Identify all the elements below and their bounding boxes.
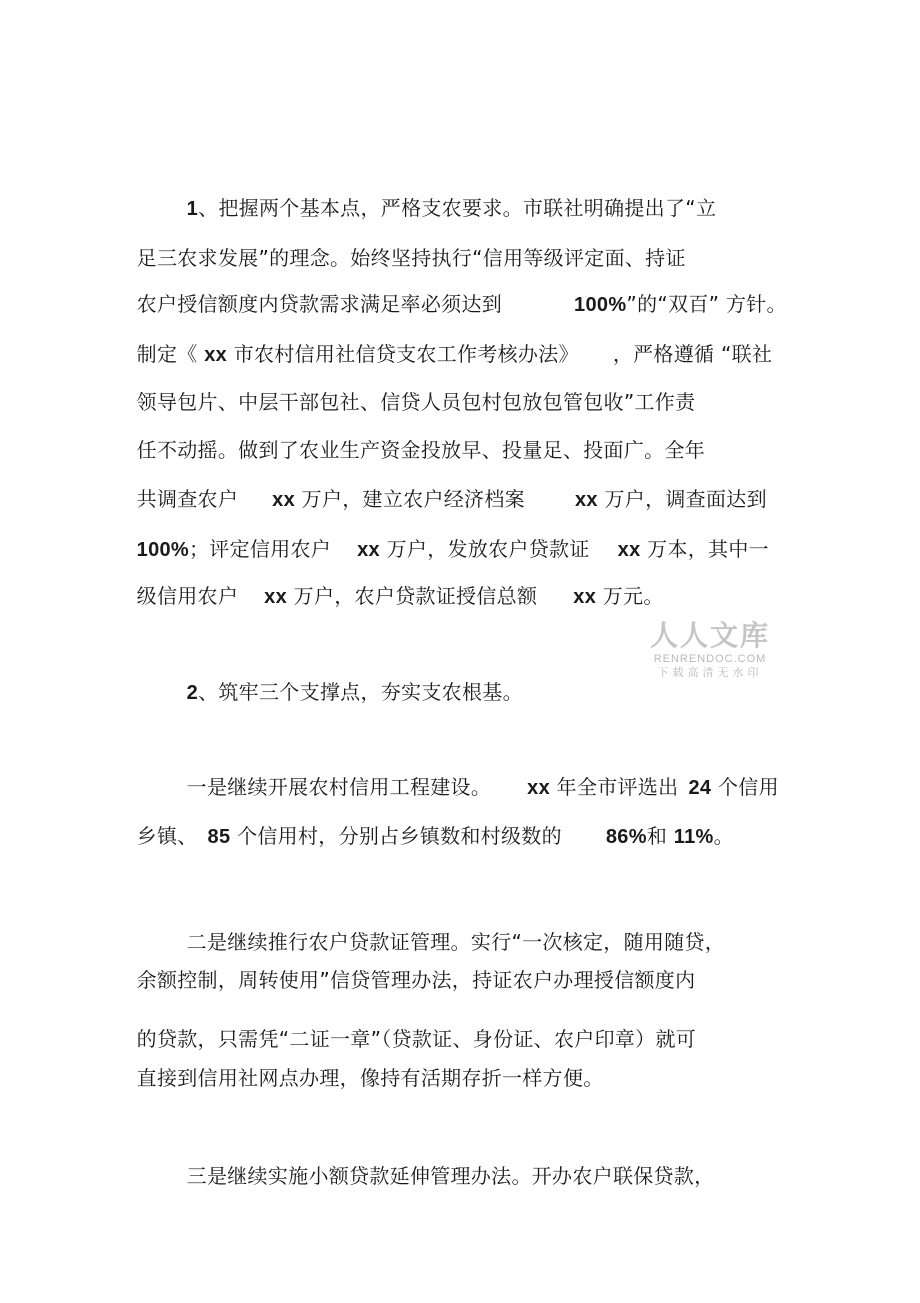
- line-text: 直接到信用社网点办理，像持有活期存折一样方便。: [136, 1066, 604, 1090]
- line-text: 万本，其中一: [640, 537, 769, 561]
- line-text: 万元。: [596, 584, 664, 608]
- line-text: 年全市评选出: [550, 775, 679, 799]
- line-text: ；评定信用农户: [189, 537, 332, 561]
- percent-value: 100%: [574, 294, 627, 316]
- line-text: 制定《: [136, 342, 205, 366]
- line-text: 农户授信额度内贷款需求满足率必须达到: [136, 292, 503, 316]
- line-text: 一是继续开展农村信用工程建设。: [186, 775, 492, 799]
- line-text: 和: [646, 824, 674, 848]
- line-text: 共调查农户: [136, 487, 239, 511]
- line-text: 余额控制，周转使用”信贷管理办法，持证农户办理授信额度内: [136, 968, 696, 992]
- placeholder-value: xx: [357, 539, 380, 561]
- placeholder-value: xx: [527, 777, 550, 799]
- watermark: [640, 620, 780, 680]
- line-text: 任不动摇。做到了农业生产资金投放早、投量足、投面广。全年: [136, 438, 706, 462]
- line-text: 万户，建立农户经济档案: [295, 487, 525, 511]
- line-text: 。: [713, 824, 734, 848]
- heading-text: 、筑牢三个支撑点，夯实支农根基。: [198, 680, 523, 704]
- placeholder-value: xx: [204, 344, 228, 366]
- count-value: 85: [207, 826, 231, 848]
- line-text: ，严格遵循 “联社: [612, 342, 773, 366]
- line-text: 足三农求发展”的理念。始终坚持执行“信用等级评定面、持证: [136, 246, 686, 270]
- line-text: 万户，农户贷款证授信总额: [287, 584, 538, 608]
- watermark-url: RENRENDOC.COM: [653, 653, 767, 665]
- line-text: 万户，调查面达到: [597, 487, 767, 511]
- watermark-subtitle: 下载高清无水印: [657, 666, 763, 679]
- placeholder-value: xx: [272, 489, 295, 511]
- line-text: 市农村信用社信贷支农工作考核办法》: [227, 342, 579, 366]
- line-text: 三是继续实施小额贷款延伸管理办法。开办农户联保贷款，: [186, 1164, 715, 1188]
- paragraph-line: [110, 560, 664, 633]
- section-heading: [160, 656, 523, 729]
- heading-number: 2: [186, 682, 199, 704]
- line-text: 的贷款，只需凭“二证一章”（贷款证、身份证、农户印章）就可: [136, 1027, 697, 1051]
- placeholder-value: xx: [573, 586, 597, 608]
- percent-value: 11%: [673, 826, 714, 848]
- line-text: 乡镇、: [136, 824, 198, 848]
- heading-number: 1: [186, 198, 199, 220]
- paragraph-line: [160, 1140, 714, 1212]
- paragraph-line: [110, 1042, 604, 1114]
- paragraph-line: [110, 800, 734, 873]
- line-text: ”的“双百” 方针。: [626, 292, 787, 316]
- heading-text: 、把握两个基本点，严格支农要求。市联社明确提出了“立: [198, 196, 717, 220]
- percent-value: 86%: [605, 826, 647, 848]
- line-text: 级信用农户: [136, 584, 239, 608]
- watermark-title: 人人文库: [649, 619, 770, 652]
- placeholder-value: xx: [264, 586, 287, 608]
- line-text: 领导包片、中层干部包社、信贷人员包村包放包管包收”工作责: [136, 390, 696, 414]
- placeholder-value: xx: [574, 489, 598, 511]
- percent-value: 100%: [136, 539, 189, 561]
- line-text: 个信用村，分别占乡镇数和村级数的: [230, 824, 562, 848]
- line-text: 二是继续推行农户贷款证管理。实行“一次核定，随用随贷，: [186, 930, 726, 954]
- line-text: 个信用: [711, 775, 779, 799]
- line-text: 万户，发放农户贷款证: [379, 537, 590, 561]
- count-value: 24: [688, 777, 712, 799]
- placeholder-value: xx: [617, 539, 641, 561]
